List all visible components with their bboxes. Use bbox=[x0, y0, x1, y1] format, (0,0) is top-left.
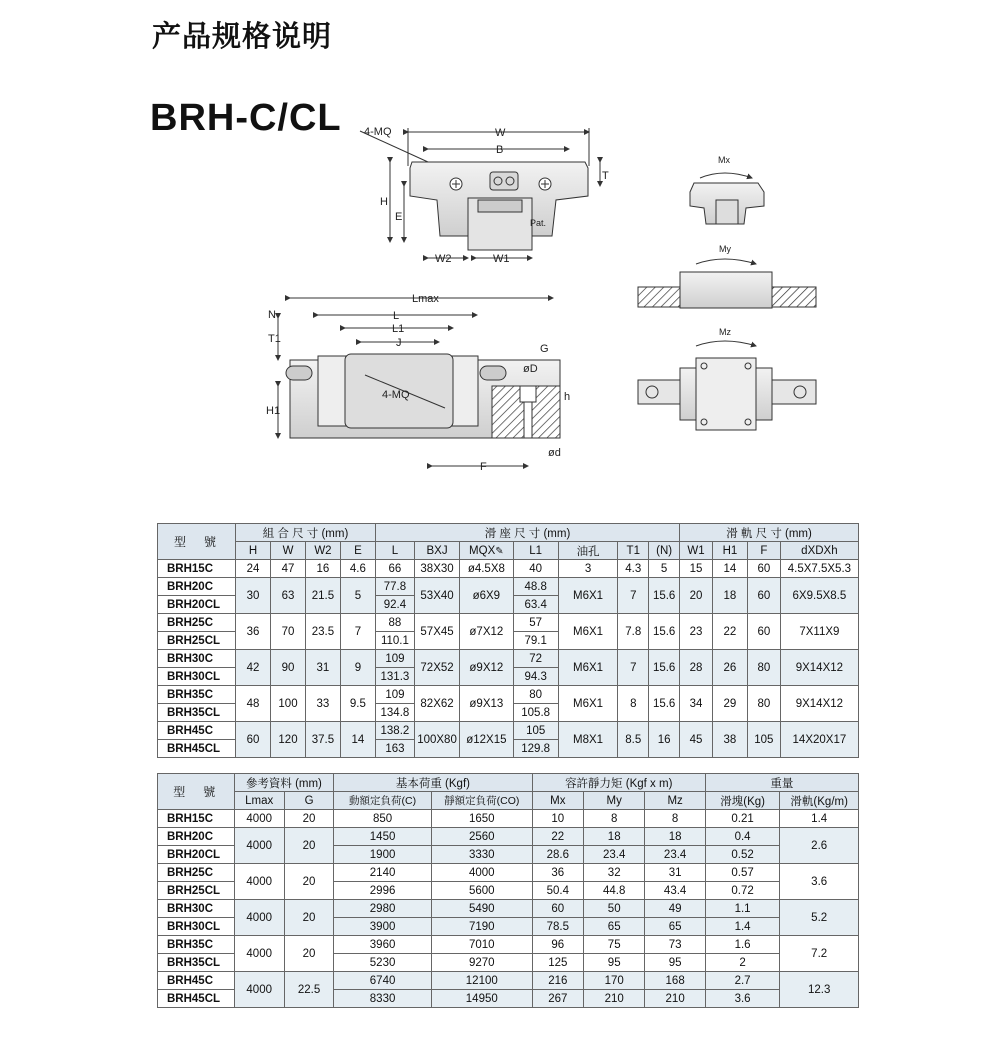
cell-l1: 40 bbox=[513, 560, 558, 578]
cell-l1: 79.1 bbox=[513, 632, 558, 650]
model-name: BRH35C bbox=[158, 936, 235, 954]
cell-mx: 96 bbox=[532, 936, 583, 954]
side-j-label: J bbox=[396, 337, 402, 349]
cell-n: 15.6 bbox=[649, 650, 680, 686]
cell-h: 60 bbox=[236, 722, 271, 758]
cell-mx: 125 bbox=[532, 954, 583, 972]
side-lmax-label: Lmax bbox=[412, 293, 439, 305]
front-view bbox=[360, 128, 600, 258]
cell-my: 8 bbox=[583, 810, 644, 828]
cell-bxj: 57X45 bbox=[414, 614, 459, 650]
cell-w2: 37.5 bbox=[305, 722, 340, 758]
cell-block: 1.1 bbox=[705, 900, 780, 918]
model-name: BRH15C bbox=[158, 560, 236, 578]
cell-my: 44.8 bbox=[583, 882, 644, 900]
cell-g: 20 bbox=[284, 864, 333, 900]
cell-mqx: ø7X12 bbox=[460, 614, 513, 650]
front-t-label: T bbox=[602, 170, 609, 182]
cell-f: 80 bbox=[747, 686, 780, 722]
cell-co: 7190 bbox=[431, 918, 532, 936]
cell-my: 32 bbox=[583, 864, 644, 882]
cell-lmax: 4000 bbox=[234, 864, 284, 900]
cell-co: 14950 bbox=[431, 990, 532, 1008]
model-name: BRH20C bbox=[158, 578, 236, 596]
cell-lmax: 4000 bbox=[234, 972, 284, 1008]
table-row bbox=[158, 828, 859, 846]
cell-h: 42 bbox=[236, 650, 271, 686]
cell-f: 60 bbox=[747, 560, 780, 578]
model-name: BRH35CL bbox=[158, 704, 236, 722]
cell-c: 3900 bbox=[334, 918, 432, 936]
table1-column-header: H1 bbox=[712, 542, 747, 560]
cell-oil: M8X1 bbox=[558, 722, 618, 758]
cell-mz: 8 bbox=[645, 810, 705, 828]
cell-lmax: 4000 bbox=[234, 828, 284, 864]
table2-group-header: 重量 bbox=[705, 774, 858, 792]
technical-drawing bbox=[0, 0, 992, 510]
table2-group-header: 參考資料 (mm) bbox=[234, 774, 334, 792]
cell-mz: 18 bbox=[645, 828, 705, 846]
model-name: BRH20C bbox=[158, 828, 235, 846]
model-name: BRH25C bbox=[158, 614, 236, 632]
cell-co: 9270 bbox=[431, 954, 532, 972]
cell-mqx: ø6X9 bbox=[460, 578, 513, 614]
cell-l1: 80 bbox=[513, 686, 558, 704]
cell-rail: 12.3 bbox=[780, 972, 859, 1008]
cell-w: 47 bbox=[271, 560, 306, 578]
table1-column-header: L bbox=[375, 542, 414, 560]
cell-oil: M6X1 bbox=[558, 614, 618, 650]
cell-h: 48 bbox=[236, 686, 271, 722]
cell-bxj: 82X62 bbox=[414, 686, 459, 722]
cell-w2: 21.5 bbox=[305, 578, 340, 614]
side-f-label: F bbox=[480, 461, 487, 473]
cell-mz: 49 bbox=[645, 900, 705, 918]
cell-block: 2 bbox=[705, 954, 780, 972]
cell-mqx: ø9X12 bbox=[460, 650, 513, 686]
cell-rail: 5.2 bbox=[780, 900, 859, 936]
cell-l: 88 bbox=[375, 614, 414, 632]
cell-co: 2560 bbox=[431, 828, 532, 846]
cell-c: 3960 bbox=[334, 936, 432, 954]
cell-mx: 267 bbox=[532, 990, 583, 1008]
model-name: BRH30C bbox=[158, 900, 235, 918]
cell-co: 5600 bbox=[431, 882, 532, 900]
cell-e: 9 bbox=[340, 650, 375, 686]
cell-w2: 33 bbox=[305, 686, 340, 722]
cell-mx: 216 bbox=[532, 972, 583, 990]
cell-mx: 78.5 bbox=[532, 918, 583, 936]
model-title: BRH-C/CL bbox=[150, 97, 342, 139]
cell-mx: 50.4 bbox=[532, 882, 583, 900]
cell-l: 109 bbox=[375, 650, 414, 668]
model-name: BRH45CL bbox=[158, 990, 235, 1008]
cell-rail: 3.6 bbox=[780, 864, 859, 900]
side-l-label: L bbox=[393, 310, 400, 322]
table-row bbox=[158, 722, 859, 740]
cell-mqx: ø4.5X8 bbox=[460, 560, 513, 578]
cell-mz: 43.4 bbox=[645, 882, 705, 900]
cell-bxj: 72X52 bbox=[414, 650, 459, 686]
side-h1-label: H1 bbox=[266, 405, 281, 417]
cell-mx: 36 bbox=[532, 864, 583, 882]
cell-my: 95 bbox=[583, 954, 644, 972]
cell-oil: 3 bbox=[558, 560, 618, 578]
cell-co: 7010 bbox=[431, 936, 532, 954]
cell-c: 1450 bbox=[334, 828, 432, 846]
cell-oil: M6X1 bbox=[558, 686, 618, 722]
cell-block: 1.6 bbox=[705, 936, 780, 954]
cell-w1: 34 bbox=[680, 686, 713, 722]
cell-mz: 73 bbox=[645, 936, 705, 954]
dimension-table bbox=[157, 523, 859, 758]
cell-f: 105 bbox=[747, 722, 780, 758]
cell-n: 16 bbox=[649, 722, 680, 758]
table-row bbox=[158, 686, 859, 704]
cell-h1: 29 bbox=[712, 686, 747, 722]
cell-g: 20 bbox=[284, 900, 333, 936]
cell-mqx: ø9X13 bbox=[460, 686, 513, 722]
cell-lmax: 4000 bbox=[234, 900, 284, 936]
moment-mz-view bbox=[638, 341, 816, 430]
model-name: BRH30CL bbox=[158, 918, 235, 936]
cell-n: 15.6 bbox=[649, 686, 680, 722]
side-t1-label: T1 bbox=[268, 333, 281, 345]
model-name: BRH35C bbox=[158, 686, 236, 704]
table1-column-header bbox=[460, 542, 513, 560]
cell-t1: 7 bbox=[618, 578, 649, 614]
cell-f: 80 bbox=[747, 650, 780, 686]
cell-h1: 22 bbox=[712, 614, 747, 650]
model-name: BRH20CL bbox=[158, 596, 236, 614]
table-row bbox=[158, 900, 859, 918]
cell-w2: 31 bbox=[305, 650, 340, 686]
load-table bbox=[157, 773, 859, 1008]
cell-mz: 168 bbox=[645, 972, 705, 990]
table1-column-header: F bbox=[747, 542, 780, 560]
table1-column-header: W1 bbox=[680, 542, 713, 560]
table1-column-header: W2 bbox=[305, 542, 340, 560]
cell-mx: 28.6 bbox=[532, 846, 583, 864]
side-d-label: ød bbox=[548, 447, 561, 459]
table2-column-header: 動額定負荷(C) bbox=[334, 792, 432, 810]
cell-dxdxh: 7X11X9 bbox=[780, 614, 858, 650]
table1-column-header: 油孔 bbox=[558, 542, 618, 560]
table2-column-header: Lmax bbox=[234, 792, 284, 810]
cell-block: 0.57 bbox=[705, 864, 780, 882]
cell-w2: 23.5 bbox=[305, 614, 340, 650]
cell-l1: 129.8 bbox=[513, 740, 558, 758]
cell-dxdxh: 4.5X7.5X5.3 bbox=[780, 560, 858, 578]
cell-mz: 23.4 bbox=[645, 846, 705, 864]
cell-mz: 210 bbox=[645, 990, 705, 1008]
front-e-label: E bbox=[395, 211, 403, 223]
table1-column-header: dXDXh bbox=[780, 542, 858, 560]
moment-my-view bbox=[638, 259, 816, 308]
model-name: BRH25CL bbox=[158, 882, 235, 900]
cell-l1: 72 bbox=[513, 650, 558, 668]
cell-w1: 45 bbox=[680, 722, 713, 758]
cell-w1: 28 bbox=[680, 650, 713, 686]
table1-column-header: (N) bbox=[649, 542, 680, 560]
cell-c: 6740 bbox=[334, 972, 432, 990]
cell-l: 131.3 bbox=[375, 668, 414, 686]
table-row bbox=[158, 650, 859, 668]
cell-w: 120 bbox=[271, 722, 306, 758]
side-h-label: h bbox=[564, 391, 571, 403]
model-name: BRH45C bbox=[158, 972, 235, 990]
mx-label: Mx bbox=[718, 155, 730, 165]
cell-bxj: 53X40 bbox=[414, 578, 459, 614]
cell-f: 60 bbox=[747, 578, 780, 614]
cell-w1: 15 bbox=[680, 560, 713, 578]
cell-mz: 31 bbox=[645, 864, 705, 882]
cell-f: 60 bbox=[747, 614, 780, 650]
cell-oil: M6X1 bbox=[558, 578, 618, 614]
table2-group-header: 容許靜力矩 (Kgf x m) bbox=[532, 774, 705, 792]
cell-mx: 22 bbox=[532, 828, 583, 846]
cell-oil: M6X1 bbox=[558, 650, 618, 686]
cell-w: 63 bbox=[271, 578, 306, 614]
cell-n: 5 bbox=[649, 560, 680, 578]
cell-mz: 95 bbox=[645, 954, 705, 972]
side-g-label: G bbox=[540, 343, 549, 355]
cell-h1: 18 bbox=[712, 578, 747, 614]
cell-block: 0.72 bbox=[705, 882, 780, 900]
cell-n: 15.6 bbox=[649, 578, 680, 614]
cell-co: 4000 bbox=[431, 864, 532, 882]
cell-block: 0.52 bbox=[705, 846, 780, 864]
cell-dxdxh: 9X14X12 bbox=[780, 686, 858, 722]
cell-l: 109 bbox=[375, 686, 414, 704]
cell-my: 75 bbox=[583, 936, 644, 954]
cell-w: 90 bbox=[271, 650, 306, 686]
table-row bbox=[158, 810, 859, 828]
cell-l1: 48.8 bbox=[513, 578, 558, 596]
model-name: BRH15C bbox=[158, 810, 235, 828]
cell-bxj: 38X30 bbox=[414, 560, 459, 578]
cell-dxdxh: 14X20X17 bbox=[780, 722, 858, 758]
cell-g: 22.5 bbox=[284, 972, 333, 1008]
table-row bbox=[158, 614, 859, 632]
cell-mz: 65 bbox=[645, 918, 705, 936]
cell-lmax: 4000 bbox=[234, 936, 284, 972]
cell-mqx: ø12X15 bbox=[460, 722, 513, 758]
cell-l: 66 bbox=[375, 560, 414, 578]
cell-h: 30 bbox=[236, 578, 271, 614]
front-mq-label: 4-MQ bbox=[364, 126, 392, 138]
cell-my: 23.4 bbox=[583, 846, 644, 864]
front-w1-label: W1 bbox=[493, 253, 510, 265]
cell-t1: 7 bbox=[618, 650, 649, 686]
model-name: BRH30C bbox=[158, 650, 236, 668]
table2-column-header: Mx bbox=[532, 792, 583, 810]
cell-block: 3.6 bbox=[705, 990, 780, 1008]
cell-l1: 94.3 bbox=[513, 668, 558, 686]
table1-group-header: 滑 座 尺 寸 (mm) bbox=[375, 524, 679, 542]
cell-my: 18 bbox=[583, 828, 644, 846]
table1-model-header: 型 號 bbox=[158, 524, 236, 560]
cell-c: 2996 bbox=[334, 882, 432, 900]
side-view bbox=[278, 298, 560, 466]
cell-n: 15.6 bbox=[649, 614, 680, 650]
table1-group-header: 組 合 尺 寸 (mm) bbox=[236, 524, 376, 542]
cell-dxdxh: 6X9.5X8.5 bbox=[780, 578, 858, 614]
model-name: BRH25C bbox=[158, 864, 235, 882]
table-row bbox=[158, 972, 859, 990]
side-l1-label: L1 bbox=[392, 323, 405, 335]
front-w2-label: W2 bbox=[435, 253, 452, 265]
table1-column-header: E bbox=[340, 542, 375, 560]
cell-rail: 7.2 bbox=[780, 936, 859, 972]
cell-c: 850 bbox=[334, 810, 432, 828]
cell-l1: 105.8 bbox=[513, 704, 558, 722]
cell-mx: 60 bbox=[532, 900, 583, 918]
cell-c: 8330 bbox=[334, 990, 432, 1008]
cell-h1: 26 bbox=[712, 650, 747, 686]
cell-w: 100 bbox=[271, 686, 306, 722]
cell-block: 1.4 bbox=[705, 918, 780, 936]
page-title: 产品规格说明 bbox=[152, 19, 333, 53]
front-b-label: B bbox=[496, 144, 504, 156]
table2-column-header: G bbox=[284, 792, 333, 810]
cell-t1: 8.5 bbox=[618, 722, 649, 758]
table2-model-header: 型 號 bbox=[158, 774, 235, 810]
cell-l: 92.4 bbox=[375, 596, 414, 614]
cell-my: 65 bbox=[583, 918, 644, 936]
cell-g: 20 bbox=[284, 936, 333, 972]
cell-w1: 20 bbox=[680, 578, 713, 614]
model-name: BRH45C bbox=[158, 722, 236, 740]
cell-mx: 10 bbox=[532, 810, 583, 828]
cell-rail: 2.6 bbox=[780, 828, 859, 864]
cell-e: 14 bbox=[340, 722, 375, 758]
model-name: BRH35CL bbox=[158, 954, 235, 972]
moment-mx-view bbox=[690, 173, 764, 224]
table1-column-header: BXJ bbox=[414, 542, 459, 560]
cell-g: 20 bbox=[284, 810, 333, 828]
model-name: BRH45CL bbox=[158, 740, 236, 758]
table2-column-header: My bbox=[583, 792, 644, 810]
model-name: BRH30CL bbox=[158, 668, 236, 686]
cell-block: 0.4 bbox=[705, 828, 780, 846]
model-name: BRH25CL bbox=[158, 632, 236, 650]
front-h-label: H bbox=[380, 196, 388, 208]
cell-l1: 63.4 bbox=[513, 596, 558, 614]
cell-l: 163 bbox=[375, 740, 414, 758]
table1-column-header: T1 bbox=[618, 542, 649, 560]
my-label: My bbox=[719, 244, 731, 254]
cell-c: 5230 bbox=[334, 954, 432, 972]
side-mq-label: 4-MQ bbox=[382, 389, 410, 401]
cell-my: 170 bbox=[583, 972, 644, 990]
cell-my: 210 bbox=[583, 990, 644, 1008]
cell-h1: 38 bbox=[712, 722, 747, 758]
table1-column-header: L1 bbox=[513, 542, 558, 560]
pencil-icon: ✎ bbox=[495, 545, 504, 557]
cell-l: 138.2 bbox=[375, 722, 414, 740]
table-row bbox=[158, 578, 859, 596]
cell-e: 5 bbox=[340, 578, 375, 614]
table-row bbox=[158, 936, 859, 954]
mz-label: Mz bbox=[719, 327, 731, 337]
table1-column-header: W bbox=[271, 542, 306, 560]
side-n-label: N bbox=[268, 309, 276, 321]
cell-e: 4.6 bbox=[340, 560, 375, 578]
cell-bxj: 100X80 bbox=[414, 722, 459, 758]
cell-g: 20 bbox=[284, 828, 333, 864]
table2-column-header: 靜額定負荷(CO) bbox=[431, 792, 532, 810]
cell-t1: 4.3 bbox=[618, 560, 649, 578]
cell-l: 77.8 bbox=[375, 578, 414, 596]
table1-column-label: MQX bbox=[469, 544, 496, 557]
cell-w1: 23 bbox=[680, 614, 713, 650]
cell-co: 5490 bbox=[431, 900, 532, 918]
cell-h: 24 bbox=[236, 560, 271, 578]
cell-t1: 7.8 bbox=[618, 614, 649, 650]
cell-l: 110.1 bbox=[375, 632, 414, 650]
cell-c: 1900 bbox=[334, 846, 432, 864]
cell-dxdxh: 9X14X12 bbox=[780, 650, 858, 686]
cell-w2: 16 bbox=[305, 560, 340, 578]
model-name: BRH20CL bbox=[158, 846, 235, 864]
cell-w: 70 bbox=[271, 614, 306, 650]
front-pat-label: Pat. bbox=[530, 218, 547, 228]
table1-group-header: 滑 軌 尺 寸 (mm) bbox=[680, 524, 859, 542]
side-od-label: øD bbox=[523, 363, 538, 375]
cell-block: 0.21 bbox=[705, 810, 780, 828]
cell-e: 7 bbox=[340, 614, 375, 650]
table1-column-header: H bbox=[236, 542, 271, 560]
cell-c: 2140 bbox=[334, 864, 432, 882]
table2-group-header: 基本荷重 (Kgf) bbox=[334, 774, 532, 792]
table2-column-header: Mz bbox=[645, 792, 705, 810]
cell-block: 2.7 bbox=[705, 972, 780, 990]
cell-l: 134.8 bbox=[375, 704, 414, 722]
cell-l1: 57 bbox=[513, 614, 558, 632]
cell-h1: 14 bbox=[712, 560, 747, 578]
table2-column-header: 滑軌(Kg/m) bbox=[780, 792, 859, 810]
cell-lmax: 4000 bbox=[234, 810, 284, 828]
table-row bbox=[158, 560, 859, 578]
table2-column-header: 滑塊(Kg) bbox=[705, 792, 780, 810]
cell-l1: 105 bbox=[513, 722, 558, 740]
front-w-label: W bbox=[495, 127, 506, 139]
table-row bbox=[158, 864, 859, 882]
cell-co: 3330 bbox=[431, 846, 532, 864]
cell-my: 50 bbox=[583, 900, 644, 918]
cell-co: 12100 bbox=[431, 972, 532, 990]
cell-co: 1650 bbox=[431, 810, 532, 828]
cell-e: 9.5 bbox=[340, 686, 375, 722]
cell-rail: 1.4 bbox=[780, 810, 859, 828]
cell-c: 2980 bbox=[334, 900, 432, 918]
cell-t1: 8 bbox=[618, 686, 649, 722]
cell-h: 36 bbox=[236, 614, 271, 650]
